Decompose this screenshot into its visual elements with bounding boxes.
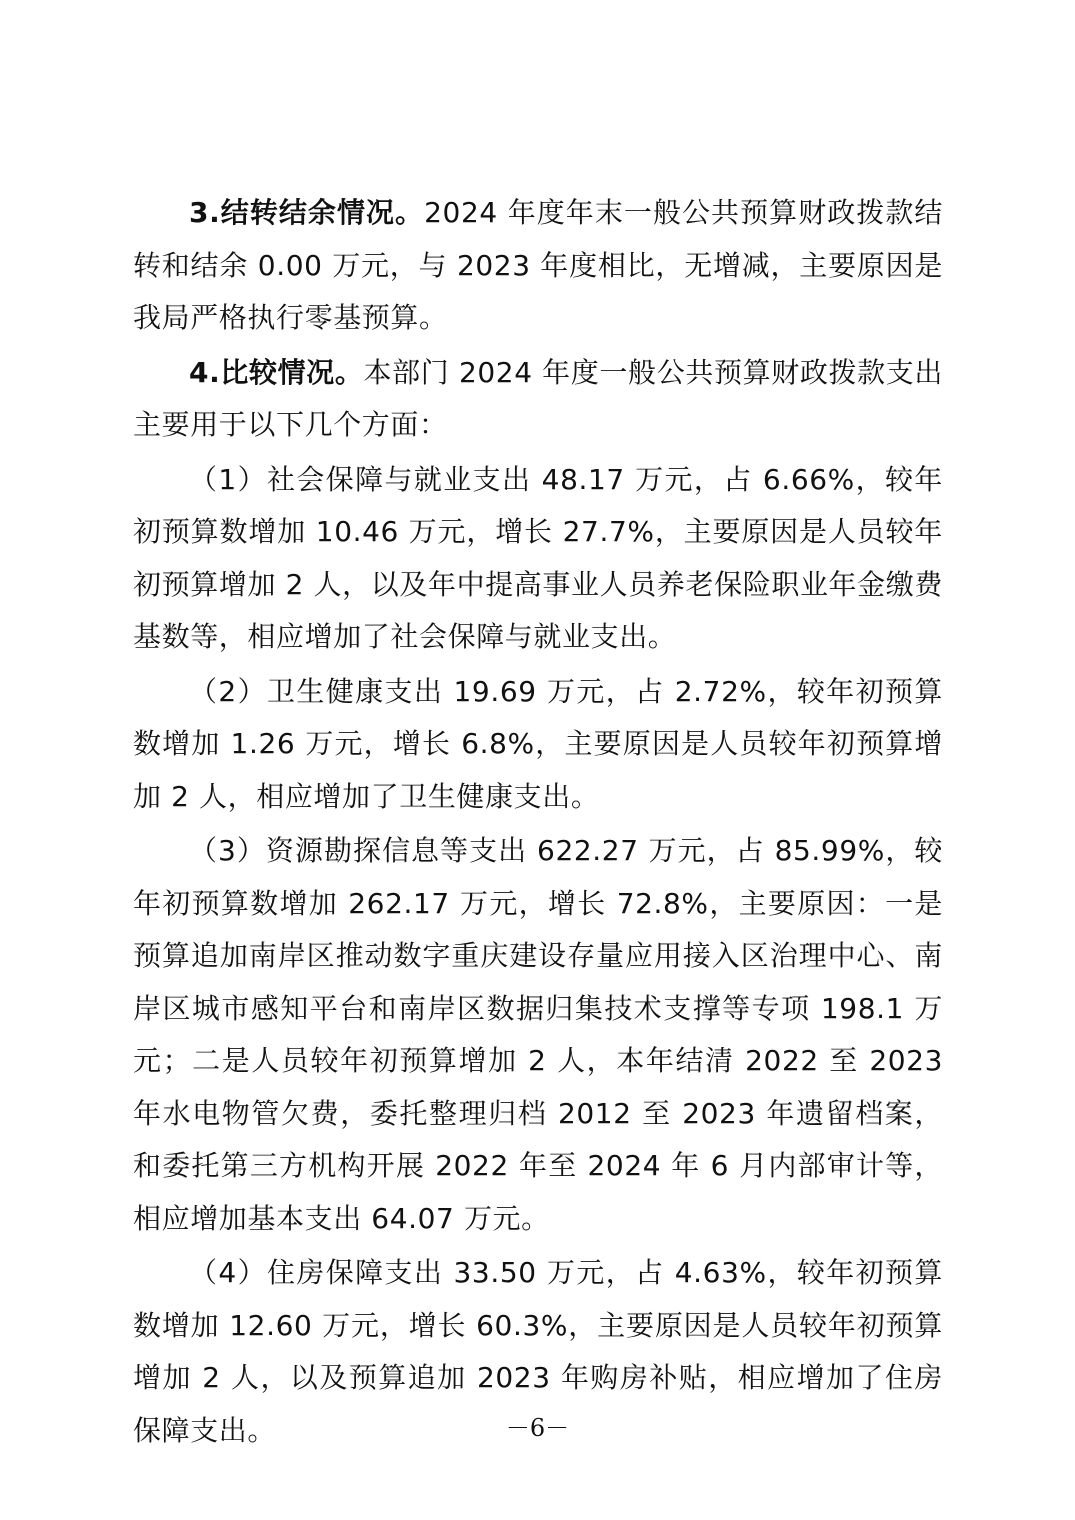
paragraph-text: （2）卫生健康支出 19.69 万元，占 2.72%，较年初预算数增加 1.26 万元，增长 6.8%，主要原因是人员较年初预算增加 2 人，相应增加了卫生健康支出。 — [133, 674, 943, 813]
paragraph-comparison — [133, 347, 943, 452]
paragraph-text: 本部门 2024 年度一般公共预算财政拨款支出主要用于以下几个方面： — [133, 355, 943, 441]
paragraph-text: （1）社会保障与就业支出 48.17 万元，占 6.66%，较年初预算数增加 10.46 万元，增长 27.7%，主要原因是人员较年初预算增加 2 人，以及年中提高事业人员养老保险职业年金缴费基数等，相应增加了社会保障与就业支出。 — [133, 462, 943, 653]
paragraph-text: （4）住房保障支出 33.50 万元，占 4.63%，较年初预算数增加 12.60 万元，增长 60.3%，主要原因是人员较年初预算增加 2 人，以及预算追加 2023 年购房补贴，相应增加了住房保障支出。 — [133, 1256, 943, 1447]
paragraph-resource-exploration — [133, 825, 943, 1245]
paragraph-heading: 4.比较情况。 — [189, 355, 364, 389]
document-body — [133, 187, 943, 1457]
paragraph-heading: 3.结转结余情况。 — [189, 196, 425, 229]
paragraph-text: （3）资源勘探信息等支出 622.27 万元，占 85.99%，较年初预算数增加 262.17 万元，增长 72.8%，主要原因：一是预算追加南岸区推动数字重庆建设存量应用接入区治理中心、南岸区城市感知平台和南岸区数据归集技术支撑等专项 198.1 万元；二是人员较年初预算增加 2 人，本年结清 2022 至 2023 年水电物管欠费，委托整理归档 2012 至 2023 年遗留档案，和委托第三方机构开展 2022 年至 2024 年 6 月内部审计等，相应增加基本支出 64.07 万元。 — [133, 834, 943, 1235]
paragraph-text: 2024 年度年末一般公共预算财政拨款结转和结余 0.00 万元，与 2023 年度相比，无增减，主要原因是我局严格执行零基预算。 — [133, 196, 943, 334]
page-number: －6－ — [505, 1414, 570, 1442]
paragraph-social-security — [133, 454, 943, 664]
paragraph-carryover — [133, 187, 943, 345]
paragraph-health — [133, 666, 943, 824]
